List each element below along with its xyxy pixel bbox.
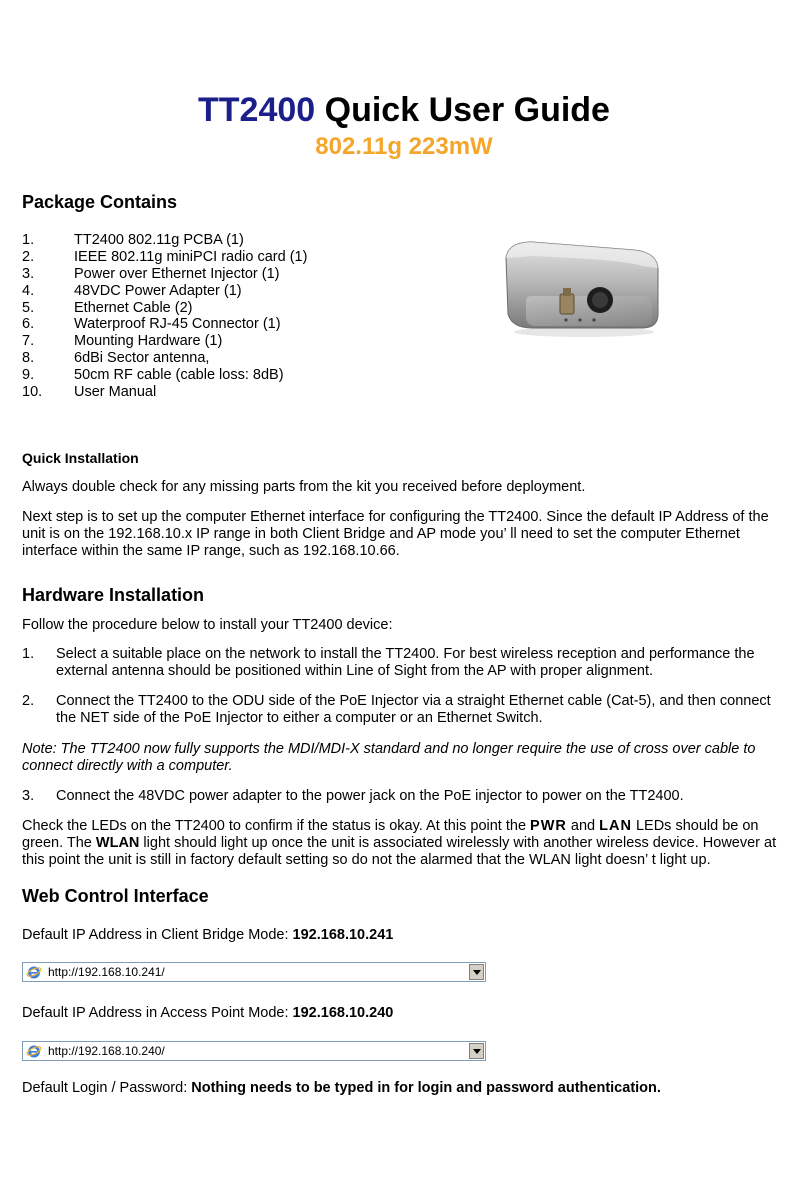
chevron-down-icon[interactable]: [469, 964, 484, 980]
package-item-number: 10.: [22, 384, 43, 401]
package-item-text: User Manual: [74, 384, 157, 401]
step-number: 2.: [22, 693, 35, 709]
ap-address-bar[interactable]: [22, 1041, 486, 1061]
package-item-number: 2.: [22, 248, 35, 265]
package-item-text: Mounting Hardware (1): [74, 333, 223, 350]
led-text-post: light should light up once the unit is associated wirelessly with another wireless device. However at this point the unit is still in factory default setting so do not the alarmed that the WLAN light doesn’ t light up.: [22, 835, 777, 868]
login-value: Nothing needs to be typed in for login and password authentication.: [191, 1080, 661, 1096]
web-heading: Web Control Interface: [22, 886, 209, 906]
led-pwr: PWR: [530, 818, 567, 834]
quick-install-p2: Next step is to set up the computer Ethernet interface for configuring the TT2400. Since the default IP Address of the unit is on the 192.168.10.x IP range in both Client Bridge and AP mode you’ ll need to set the computer Ethernet interface within the same IP range, such as 192.168.10.66.: [22, 509, 769, 559]
package-item-number: 1.: [22, 232, 35, 248]
package-item-number: 9.: [22, 367, 35, 384]
package-item-text: IEEE 802.11g miniPCI radio card (1): [74, 248, 308, 265]
step-number: 3.: [22, 788, 35, 804]
package-item-text: 50cm RF cable (cable loss: 8dB): [74, 367, 284, 384]
hardware-intro: Follow the procedure below to install your TT2400 device:: [22, 617, 393, 633]
led-lan: LAN: [599, 818, 632, 834]
page-subtitle: 802.11g 223mW: [315, 133, 493, 160]
internet-explorer-icon: [26, 1043, 42, 1059]
step-text: Select a suitable place on the network to install the TT2400. For best wireless reception and performance the external antenna should be positioned within Line of Sight from the AP with proper alignment.: [56, 646, 755, 679]
page-title: [0, 88, 808, 132]
package-item-number: 8.: [22, 350, 35, 367]
internet-explorer-icon: [26, 964, 42, 980]
package-item: [22, 350, 462, 367]
chevron-down-icon[interactable]: [469, 1043, 484, 1059]
led-wlan: WLAN: [95, 835, 140, 851]
package-item-number: 5.: [22, 299, 35, 316]
package-item: [22, 300, 462, 317]
package-item: [22, 232, 462, 249]
hardware-step-1: [22, 646, 792, 680]
hardware-note: Note: The TT2400 now fully supports the MDI/MDI-X standard and no longer require the use of cross over cable to connect directly with a computer.: [22, 741, 756, 774]
title-rest: Quick User Guide: [315, 91, 610, 129]
package-item-text: 48VDC Power Adapter (1): [74, 282, 242, 299]
led-text-pre: Check the LEDs on the TT2400 to confirm if the status is okay. At this point the: [22, 818, 531, 834]
ap-url-text[interactable]: http://192.168.10.240/: [48, 1044, 165, 1058]
client-url-text[interactable]: http://192.168.10.241/: [48, 965, 165, 979]
package-item: [22, 249, 462, 266]
led-status-paragraph: [22, 818, 792, 869]
login-label: Default Login / Password:: [22, 1080, 192, 1096]
client-bridge-ip-line: [22, 927, 792, 944]
led-text-mid: LEDs should be on green. The: [22, 818, 759, 851]
step-text: Connect the 48VDC power adapter to the power jack on the PoE injector to power on the TT2400.: [56, 788, 684, 804]
ap-ip-label: Default IP Address in Access Point Mode:: [22, 1005, 293, 1021]
hardware-step-3: [22, 788, 792, 805]
package-item-text: 6dBi Sector antenna,: [74, 350, 210, 367]
client-ip-label: Default IP Address in Client Bridge Mode:: [22, 927, 293, 943]
package-item: [22, 283, 462, 300]
led-text-and: and: [566, 818, 600, 834]
package-item: [22, 266, 462, 283]
ap-ip-value: 192.168.10.240: [292, 1005, 394, 1021]
package-item-number: 3.: [22, 265, 35, 282]
package-item: [22, 384, 462, 401]
client-address-bar[interactable]: [22, 962, 486, 982]
package-item-number: 6.: [22, 316, 35, 333]
package-item-number: 7.: [22, 333, 35, 350]
package-item-number: 4.: [22, 282, 35, 299]
login-line: [22, 1080, 792, 1097]
quick-install-heading: Quick Installation: [22, 450, 139, 466]
hardware-heading: Hardware Installation: [22, 585, 205, 605]
quick-install-p1: Always double check for any missing parts from the kit you received before deployment.: [22, 479, 586, 495]
package-item-text: Waterproof RJ-45 Connector (1): [74, 316, 281, 333]
product-photo: [492, 236, 668, 338]
package-item-text: Ethernet Cable (2): [74, 299, 193, 316]
package-item: [22, 333, 462, 350]
client-ip-value: 192.168.10.241: [292, 927, 394, 943]
package-list: [22, 232, 462, 401]
package-item-text: Power over Ethernet Injector (1): [74, 265, 280, 282]
access-point-ip-line: [22, 1005, 792, 1022]
step-text: Connect the TT2400 to the ODU side of the PoE Injector via a straight Ethernet cable (Cat-5), and then connect the NET side of the PoE Injector to either a computer or an Ethernet Switch.: [56, 693, 771, 726]
step-number: 1.: [22, 646, 35, 662]
hardware-step-2: [22, 693, 792, 727]
package-item-text: TT2400 802.11g PCBA (1): [74, 232, 244, 248]
package-item: [22, 316, 462, 333]
title-model: TT2400: [198, 91, 316, 129]
package-item: [22, 367, 462, 384]
package-heading: Package Contains: [22, 192, 178, 212]
